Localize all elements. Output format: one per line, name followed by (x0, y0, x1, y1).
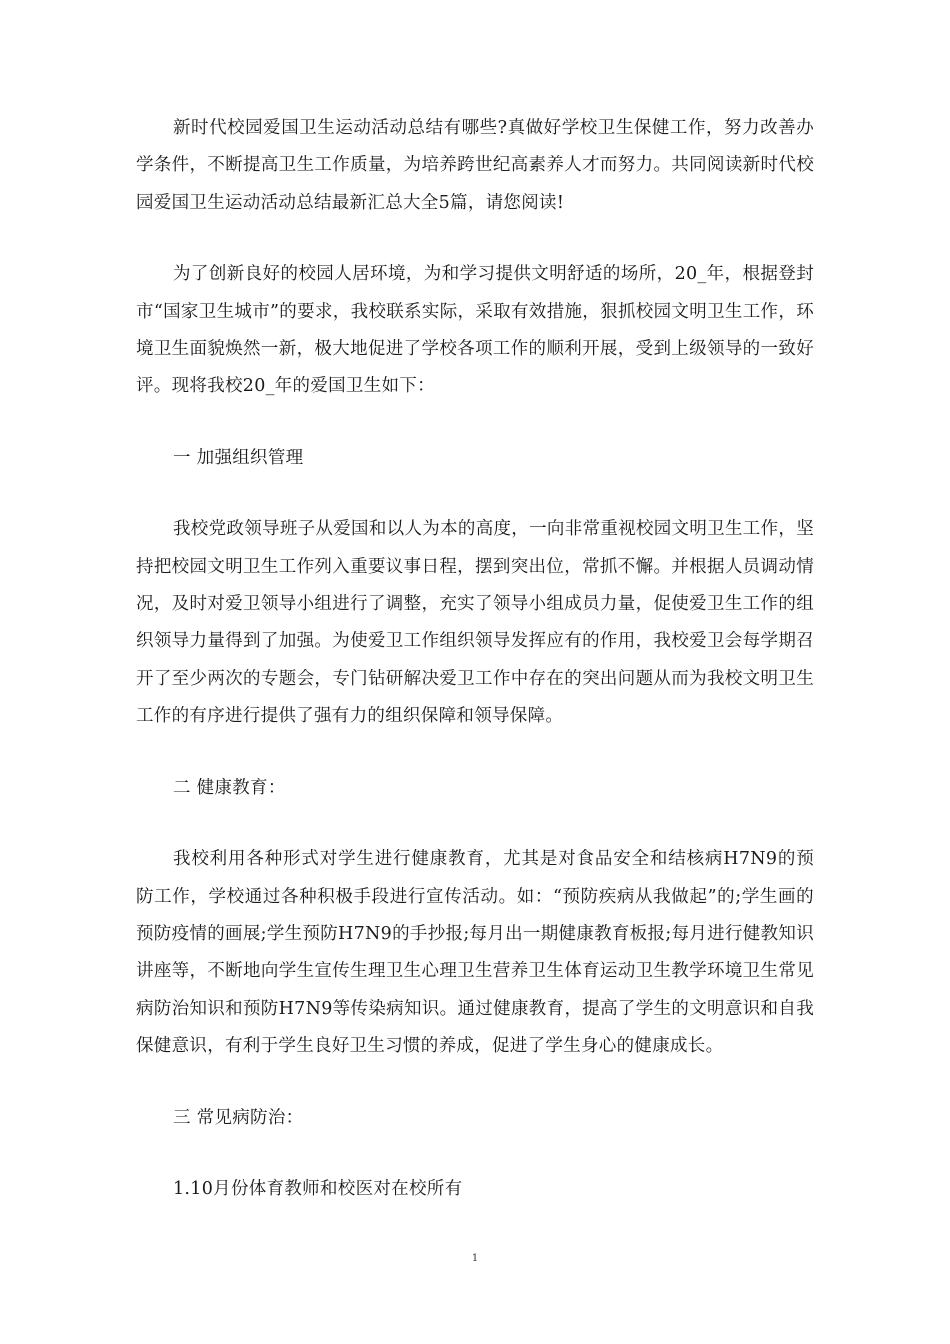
intro-paragraph: 新时代校园爱国卫生运动活动总结有哪些?真做好学校卫生保健工作，努力改善办学条件，不断提高卫生工作质量，为培养跨世纪高素养人才而努力。共同阅读新时代校园爱国卫生运动活动总结最新汇总大全5篇，请您阅读! (136, 118, 814, 213)
document-body (136, 110, 814, 1242)
section-heading-organization: 一 加强组织管理 (173, 447, 304, 468)
organization-paragraph: 我校党政领导班子从爱国和以人为本的高度，一向非常重视校园文明卫生工作，坚持把校园文明卫生工作列入重要议事日程，摆到突出位，常抓不懈。并根据人员调动情况，及时对爱卫领导小组进行了调整，充实了领导小组成员力量，促使爱卫生工作的组织领导力量得到了加强。为使爱卫工作组织领导发挥应有的作用，我校爱卫会每学期召开了至少两次的专题会，专门钻研解决爱卫工作中存在的突出问题从而为我校文明卫生工作的有序进行提供了强有力的组织保障和领导保障。 (136, 519, 814, 727)
section-heading-health-education: 二 健康教育： (173, 777, 286, 798)
section-heading-disease-prevention: 三 常见病防治： (173, 1107, 304, 1128)
list-item-1: 1.10月份体育教师和校医对在校所有 (173, 1178, 463, 1199)
health-education-paragraph: 我校利用各种形式对学生进行健康教育，尤其是对食品安全和结核病H7N9的预防工作，学校通过各种积极手段进行宣传活动。如：“预防疾病从我做起”的;学生画的预防疫情的画展;学生预防H7N9的手抄报;每月出一期健康教育板报;每月进行健教知识讲座等，不断地向学生宣传生理卫生心理卫生营养卫生体育运动卫生教学环境卫生常见病防治知识和预防H7N9等传染病知识。通过健康教育，提高了学生的文明意识和自我保健意识，有利于学生良好卫生习惯的养成，促进了学生身心的健康成长。 (136, 849, 814, 1057)
page-number: 1 (471, 1253, 479, 1264)
background-paragraph: 为了创新良好的校园人居环境，为和学习提供文明舒适的场所，20_年，根据登封市“国家卫生城市”的要求，我校联系实际，采取有效措施，狠抓校园文明卫生工作，环境卫生面貌焕然一新，极大地促进了学校各项工作的顺利开展，受到上级领导的一致好评。现将我校20_年的爱国卫生如下： (136, 264, 814, 397)
